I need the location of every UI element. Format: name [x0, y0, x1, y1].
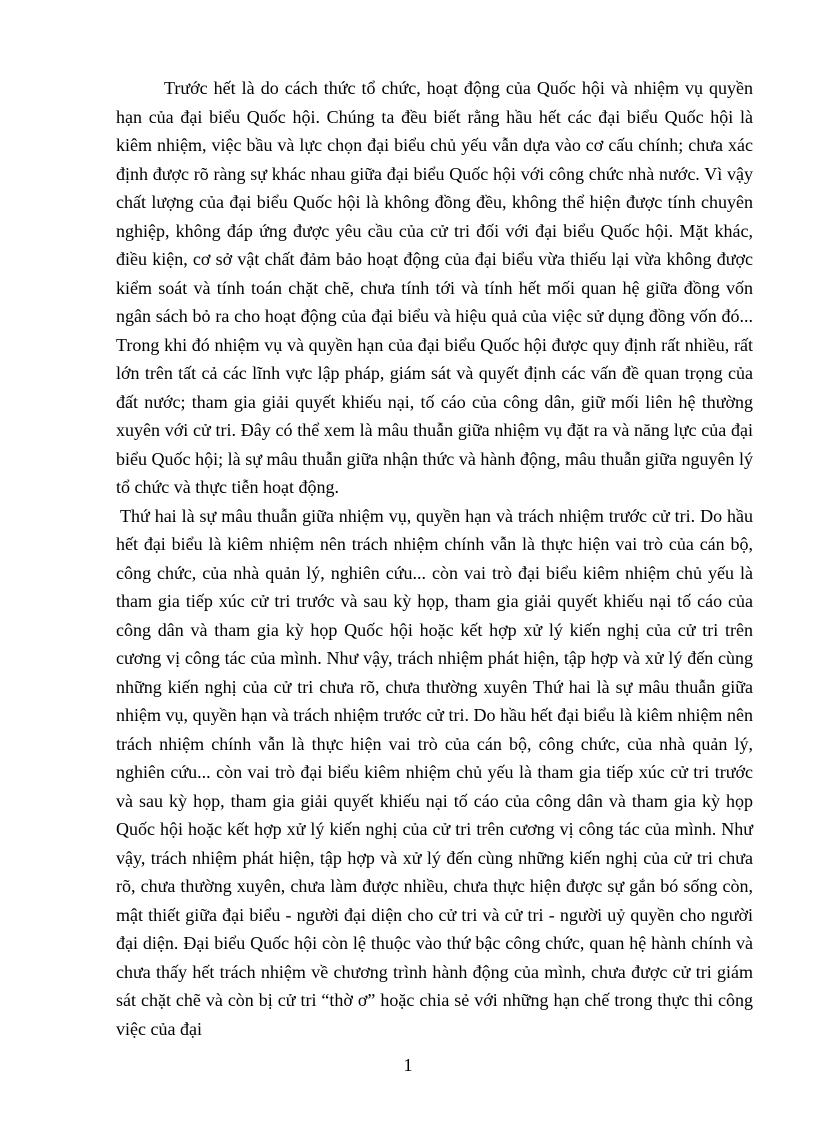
page-number: 1: [403, 1055, 413, 1075]
paragraph-second: Thứ hai là sự mâu thuẫn giữa nhiệm vụ, quyền hạn và trách nhiệm trước cử tri. Do hầu hết đại biểu là kiêm nhiệm nên trách nhiệm chính vẫn là thực hiện vai trò của cán bộ, công chức, của nhà quản lý, nghiên cứu... còn vai trò đại biểu kiêm nhiệm chủ yếu là tham gia tiếp xúc cử tri trước và sau kỳ họp, tham gia giải quyết khiếu nại tố cáo của công dân và tham gia kỳ họp Quốc hội hoặc kết hợp xử lý kiến nghị của cử tri trên cương vị công tác của mình. Như vậy, trách nhiệm phát hiện, tập hợp và xử lý đến cùng những kiến nghị của cử tri chưa rõ, chưa thường xuyên Thứ hai là sự mâu thuẫn giữa nhiệm vụ, quyền hạn và trách nhiệm trước cử tri. Do hầu hết đại biểu là kiêm nhiệm nên trách nhiệm chính vẫn là thực hiện vai trò của cán bộ, công chức, của nhà quản lý, nghiên cứu... còn vai trò đại biểu kiêm nhiệm chủ yếu là tham gia tiếp xúc cử tri trước và sau kỳ họp, tham gia giải quyết khiếu nại tố cáo của công dân và tham gia kỳ họp Quốc hội hoặc kết hợp xử lý kiến nghị của cử tri trên cương vị công tác của mình. Như vậy, trách nhiệm phát hiện, tập hợp và xử lý đến cùng những kiến nghị của cử tri chưa rõ, chưa thường xuyên, chưa làm được nhiều, chưa thực hiện được sự gắn bó sống còn, mật thiết giữa đại biểu - người đại diện cho cử tri và cử tri - người uỷ quyền cho người đại diện. Đại biểu Quốc hội còn lệ thuộc vào thứ bậc công chức, quan hệ hành chính và chưa thấy hết trách nhiệm về chương trình hành động của mình, chưa được cử tri giám sát chặt chẽ và còn bị cử tri “thờ ơ” hoặc chia sẻ với những hạn chế trong thực thi công việc của đại: [116, 505, 753, 1039]
document-body: [116, 74, 753, 1043]
paragraph-first: Trước hết là do cách thức tổ chức, hoạt động của Quốc hội và nhiệm vụ quyền hạn của đại biểu Quốc hội. Chúng ta đều biết rằng hầu hết các đại biểu Quốc hội là kiêm nhiệm, việc bầu và lực chọn đại biểu chủ yếu vẫn dựa vào cơ cấu chính; chưa xác định được rõ ràng sự khác nhau giữa đại biểu Quốc hội với công chức nhà nước. Vì vậy chất lượng của đại biểu Quốc hội là không đồng đều, không thể hiện được tính chuyên nghiệp, không đáp ứng được yêu cầu của cử tri đối với đại biểu Quốc hội. Mặt khác, điều kiện, cơ sở vật chất đảm bảo hoạt động của đại biểu vừa thiếu lại vừa không được kiểm soát và tính toán chặt chẽ, chưa tính tới và tính hết mối quan hệ giữa đồng vốn ngân sách bỏ ra cho hoạt động của đại biểu và hiệu quả của việc sử dụng đồng vốn đó... Trong khi đó nhiệm vụ và quyền hạn của đại biểu Quốc hội được quy định rất nhiều, rất lớn trên tất cả các lĩnh vực lập pháp, giám sát và quyết định các vấn đề quan trọng của đất nước; tham gia giải quyết khiếu nại, tố cáo của công dân, giữ mối liên hệ thường xuyên với cử tri. Đây có thể xem là mâu thuẫn giữa nhiệm vụ đặt ra và năng lực của đại biểu Quốc hội; là sự mâu thuẫn giữa nhận thức và hành động, mâu thuẫn giữa nguyên lý tổ chức và thực tiễn hoạt động.: [116, 78, 753, 497]
